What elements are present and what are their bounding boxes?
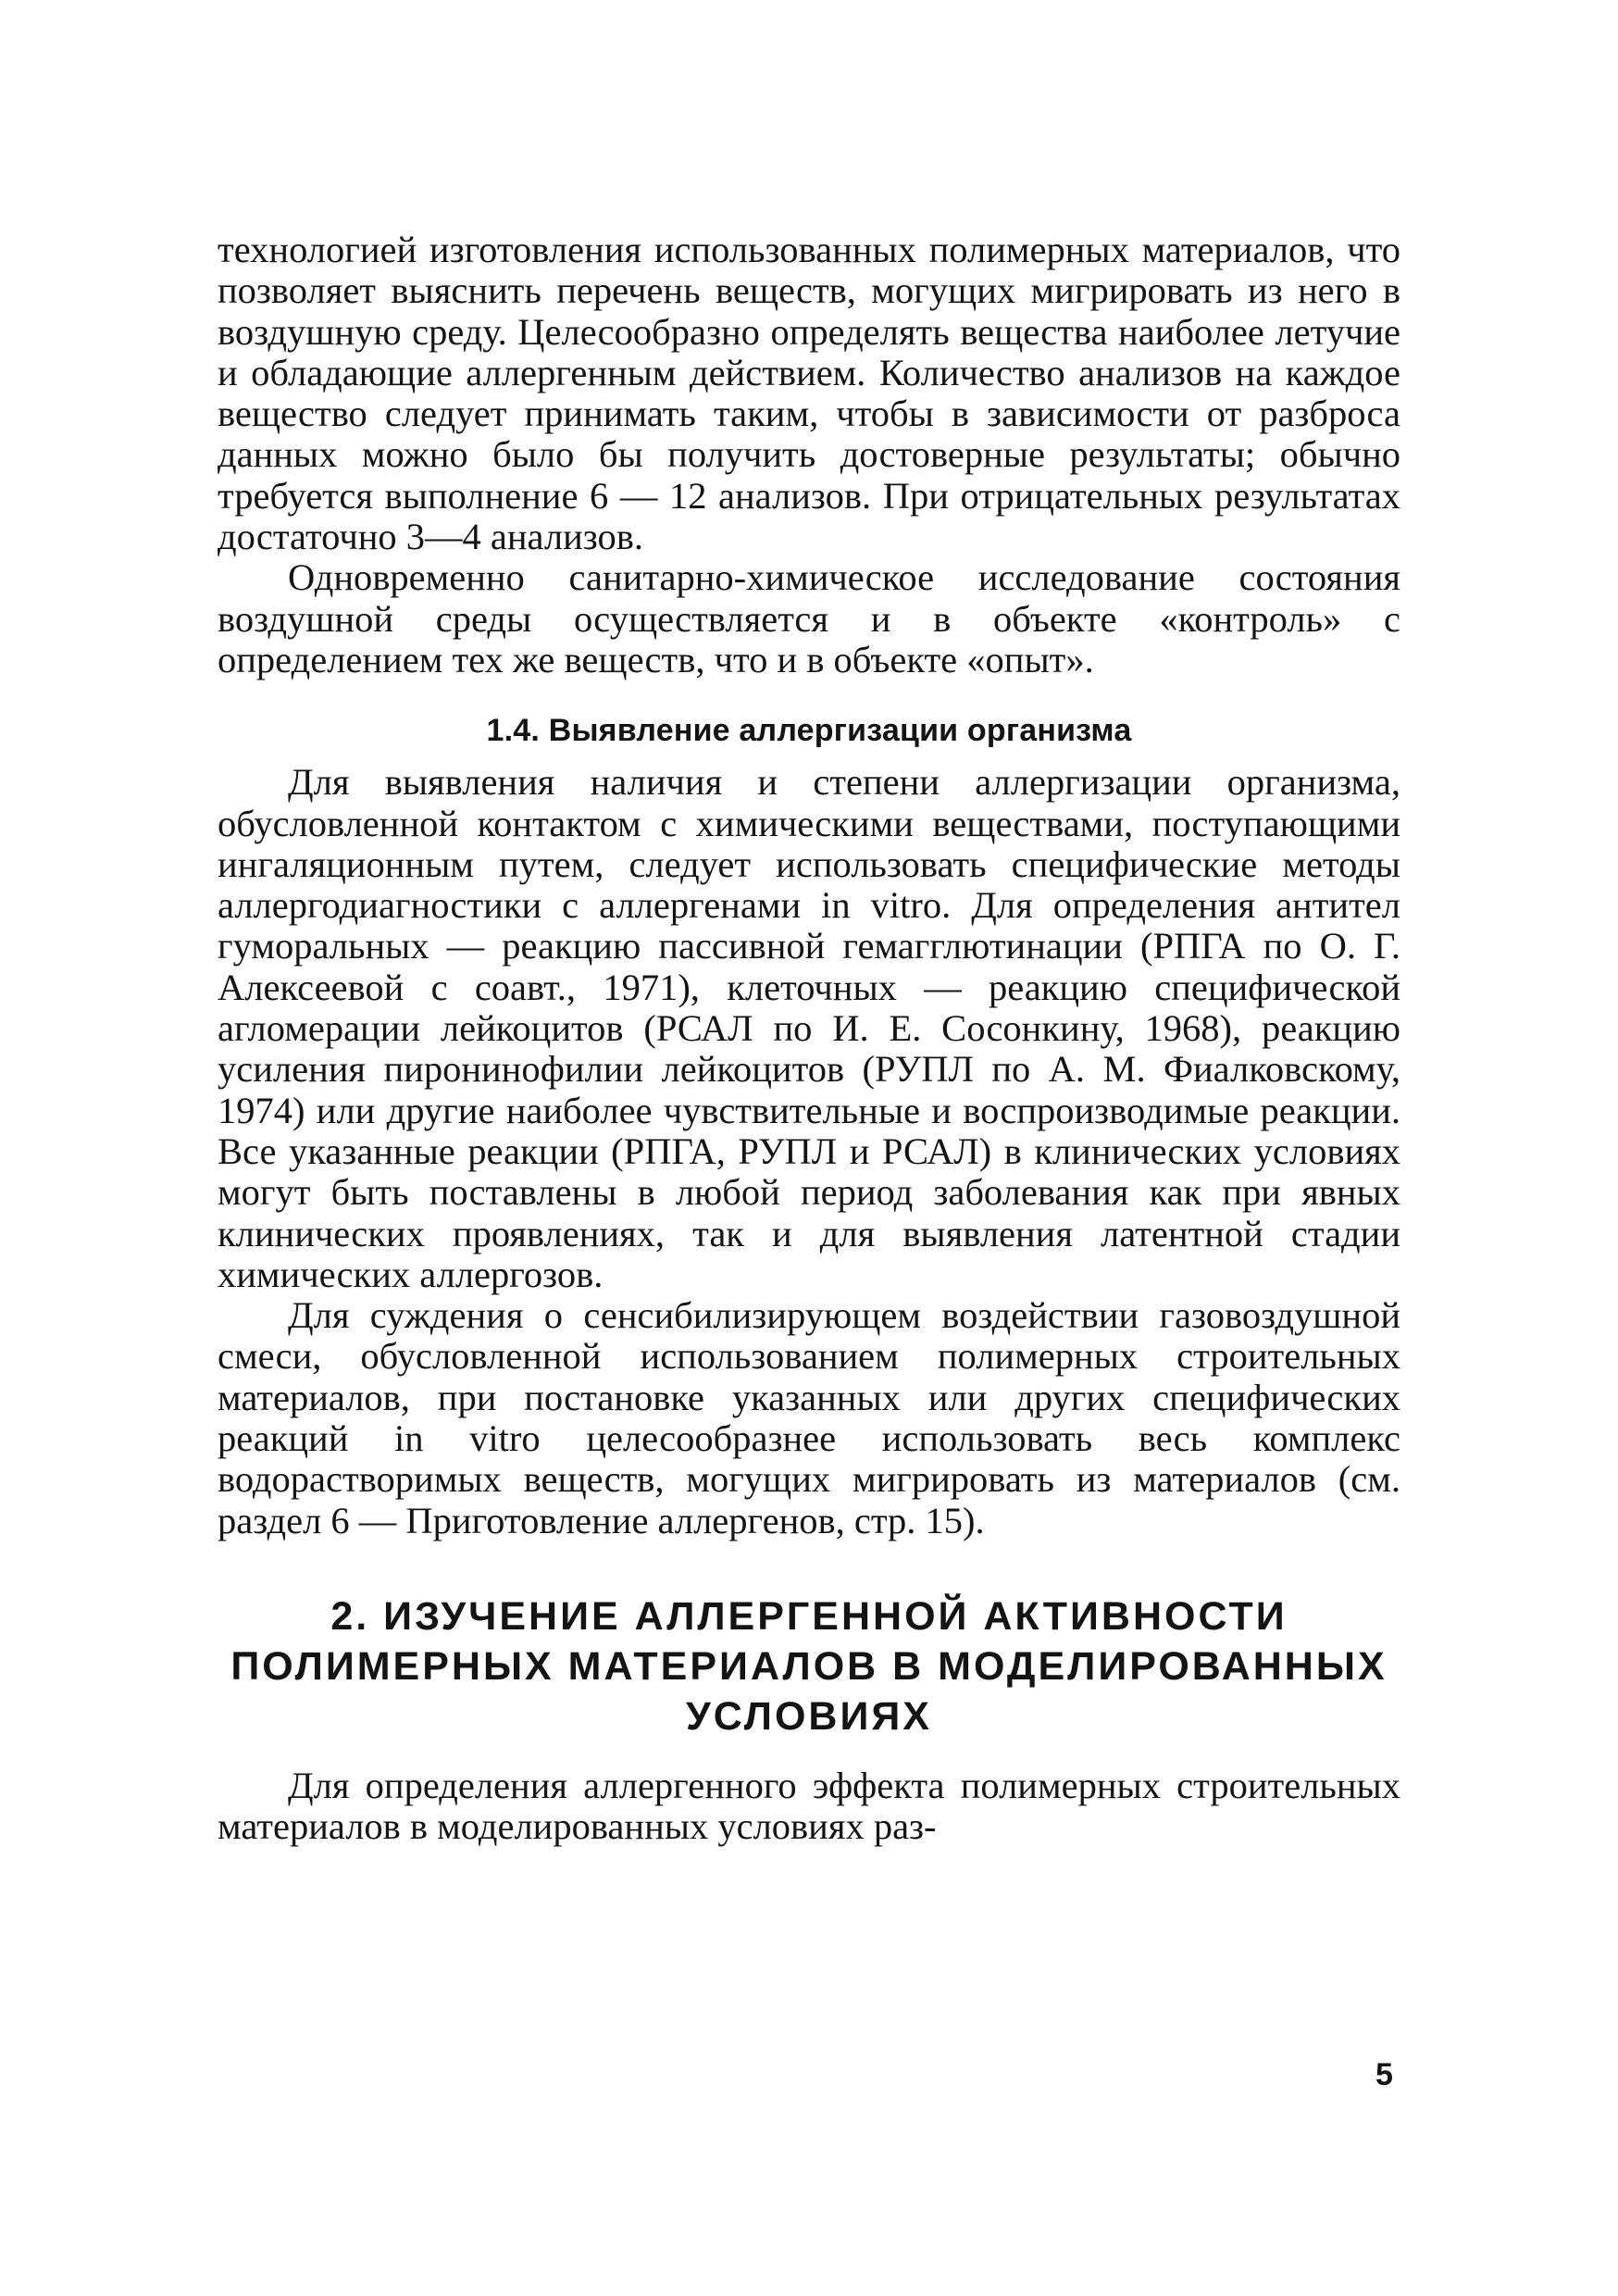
paragraph-allergization-methods: Для выявления наличия и степени аллергизации организма, обусловленной контактом с химическими веществами, поступающими ингаляционным путем, следует использовать специфические методы аллергодиагностики с аллергенами in vitro. Для определения антител гуморальных — реакцию пассивной гемагглютинации (РПГА по О. Г. Алексеевой с соавт., 1971), клеточных — реакцию специфической агломерации лейкоцитов (РСАЛ по И. Е. Сосонкину, 1968), реакцию усиления пиронинофилии лейкоцитов (РУПЛ по А. М. Фиалковскому, 1974) или другие наиболее чувствительные и воспроизводимые реакции. Все указанные реакции (РПГА, РУПЛ и РСАЛ) в клинических условиях могут быть поставлены в любой период заболевания как при явных клинических проявлениях, так и для выявления латентной стадии химических аллергозов. xyxy=(218,761,1400,1295)
section-heading: 1.4. Выявление аллергизации организма xyxy=(486,713,1132,749)
chapter-heading-line: ПОЛИМЕРНЫХ МАТЕРИАЛОВ В МОДЕЛИРОВАННЫХ xyxy=(230,1643,1388,1689)
paragraph-chapter-intro: Для определения аллергенного эффекта полимерных строительных материалов в моделированных условиях раз- xyxy=(218,1764,1400,1848)
paragraph-sensibilization: Для суждения о сенсибилизирующем воздействии газовоздушной смеси, обусловленной использованием полимерных строительных материалов, при постановке указанных или других специфических реакций in vitro целесообразнее использовать весь комплекс водорастворимых веществ, могущих мигрировать из материалов (см. раздел 6 — Приготовление аллергенов, стр. 15). xyxy=(218,1294,1400,1541)
chapter-heading-line: УСЛОВИЯХ xyxy=(686,1693,932,1739)
chapter-heading xyxy=(218,1591,1400,1741)
chapter-heading-line: 2. ИЗУЧЕНИЕ АЛЛЕРГЕННОЙ АКТИВНОСТИ xyxy=(330,1593,1288,1639)
page-body xyxy=(218,230,1400,1848)
paragraph-control-object: Одновременно санитарно-химическое исследование состояния воздушной среды осуществляется и в объекте «контроль» с определением тех же веществ, что и в объекте «опыт». xyxy=(218,556,1400,680)
paragraph-continuation: технологией изготовления использованных полимерных материалов, что позволяет выяснить перечень веществ, могущих мигрировать из него в воздушную среду. Целесообразно определять вещества наиболее летучие и обладающие аллергенным действием. Количество анализов на каждое вещество следует принимать таким, чтобы в зависимости от разброса данных можно было бы получить достоверные результаты; обычно требуется выполнение 6 — 12 анализов. При отрицательных результатах достаточно 3—4 анализов. xyxy=(218,229,1400,558)
page-number: 5 xyxy=(1375,2057,1393,2092)
